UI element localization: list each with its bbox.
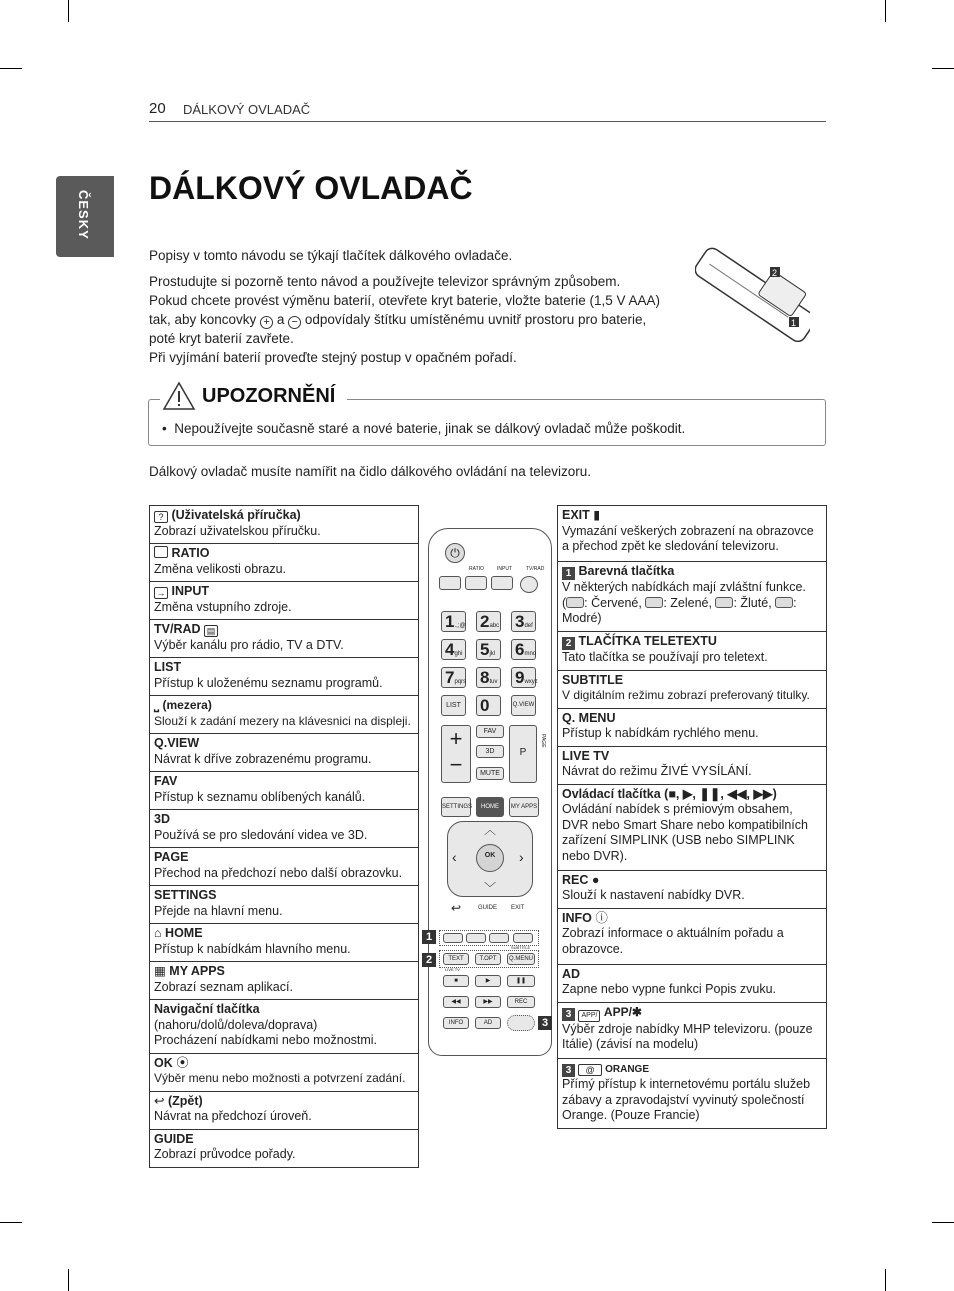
item-title: Q.VIEW xyxy=(154,736,200,750)
play-button[interactable]: ▶ xyxy=(475,975,501,987)
item-desc: Návrat do režimu ŽIVÉ VYSÍLÁNÍ. xyxy=(562,764,752,778)
key-letters: abc xyxy=(489,623,500,629)
fav-button[interactable]: FAV xyxy=(476,725,504,738)
item-title: HOME xyxy=(165,926,203,940)
item-title: AD xyxy=(562,966,581,981)
nav-right-icon[interactable]: › xyxy=(519,849,524,865)
key-digit: 2 xyxy=(480,612,490,631)
volume-rocker[interactable]: + − xyxy=(441,725,471,783)
caution-message: Nepoužívejte současně staré a nové baterie, jinak se dálkový ovladač může poškodit. xyxy=(174,421,686,436)
item-title: TLAČÍTKA TELETEXTU xyxy=(578,634,717,648)
nav-down-icon[interactable]: ﹀ xyxy=(484,881,497,895)
crop-mark xyxy=(885,1269,886,1291)
item-desc: Vymazání veškerých zobrazení na obrazovce a přechod zpět ke sledování televizoru. xyxy=(562,523,814,553)
item-title: Q. MENU xyxy=(562,710,616,725)
number-3-button[interactable] xyxy=(511,611,536,632)
nav-left-icon[interactable]: ‹ xyxy=(452,849,457,865)
minus-icon: − xyxy=(288,316,301,329)
key-letters: tuv xyxy=(489,679,498,685)
green-key-icon xyxy=(645,597,663,608)
key-digit: 7 xyxy=(445,668,455,687)
item-desc: Přímý přístup k internetovému portálu služeb zábavy a zpravodajství vyvinutý společností Orange. (Pouze Francie) xyxy=(562,1077,811,1122)
user-guide-icon: ? xyxy=(154,511,168,523)
tvrad-label: TV/RAD xyxy=(526,566,545,572)
list-item xyxy=(150,658,419,696)
list-item xyxy=(558,670,827,708)
key-letters: def xyxy=(524,623,533,629)
callout-2: 2 xyxy=(422,953,436,967)
item-desc: Přístup k seznamu oblíbených kanálů. xyxy=(154,789,366,804)
red-key-icon xyxy=(566,597,584,608)
input-button[interactable] xyxy=(491,576,513,590)
item-title: (Uživatelská příručka) xyxy=(171,508,301,522)
list-item xyxy=(558,908,827,964)
ad-button[interactable]: AD xyxy=(475,1017,501,1029)
rec-button[interactable]: REC xyxy=(507,996,535,1008)
key-letters: mno xyxy=(524,651,537,657)
item-desc: : Zelené, xyxy=(663,595,712,610)
language-label: ČESKY xyxy=(76,190,91,240)
list-button[interactable]: LIST xyxy=(441,695,466,716)
tv-radio-icon: ▤ xyxy=(204,625,218,637)
item-title: EXIT xyxy=(562,508,590,522)
app-button[interactable] xyxy=(507,1015,535,1031)
item-desc: Změna velikosti obrazu. xyxy=(154,561,287,576)
number-5-button[interactable] xyxy=(476,639,501,660)
item-title: LIST xyxy=(154,660,182,674)
intro-line: Prostudujte si pozorně tento návod a používejte televizor správným způsobem. xyxy=(149,274,621,289)
warning-icon xyxy=(162,381,196,411)
item-title: SETTINGS xyxy=(154,888,217,902)
rewind-button[interactable]: ◀◀ xyxy=(443,996,469,1008)
item-desc: Přístup k nabídkám rychlého menu. xyxy=(562,726,759,740)
page-number: 20 xyxy=(149,100,166,117)
item-desc: Změna vstupního zdroje. xyxy=(154,599,292,614)
running-title: DÁLKOVÝ OVLADAČ xyxy=(183,102,311,117)
list-item xyxy=(150,734,419,772)
mute-button[interactable]: MUTE xyxy=(476,767,504,780)
intro-line: Pokud chcete provést výměnu baterií, otevřete kryt baterie, vložte baterie (1,5 V AAA) xyxy=(149,293,661,308)
item-title: REC xyxy=(562,872,589,887)
item-desc: Výběr zdroje nabídky MHP televizoru. (pouze Itálie) (závisí na modelu) xyxy=(562,1021,813,1051)
subtitle-label: SUBTITLE xyxy=(511,945,531,950)
item-desc: Zapne nebo vypne funkci Popis zvuku. xyxy=(562,982,777,996)
power-button[interactable]: ⏻ xyxy=(445,543,465,563)
exit-icon: ▮ xyxy=(593,508,601,522)
list-item xyxy=(150,620,419,658)
channel-rocker[interactable]: P xyxy=(509,725,537,783)
rec-icon: ● xyxy=(591,872,600,887)
item-desc: Tato tlačítka se používají pro teletext. xyxy=(562,650,768,664)
info-button[interactable]: INFO xyxy=(443,1017,469,1029)
ok-button[interactable]: OK xyxy=(476,844,504,872)
live-tv-label: LIVE TV xyxy=(445,967,460,972)
list-item xyxy=(558,1002,827,1058)
pause-button[interactable]: ❚❚ xyxy=(507,975,535,987)
key-digit: 6 xyxy=(515,640,525,659)
page-header xyxy=(149,100,826,122)
user-guide-button[interactable] xyxy=(439,576,461,590)
list-item xyxy=(150,1053,419,1091)
number-8-button[interactable] xyxy=(476,667,501,688)
item-desc: Používá se pro sledování videa ve 3D. xyxy=(154,827,368,842)
item-title: Navigační tlačítka xyxy=(154,1002,260,1016)
number-1-button[interactable] xyxy=(441,611,466,632)
item-title: APP/✱ xyxy=(603,1004,642,1019)
intro-line xyxy=(149,310,709,329)
back-icon: ↩ xyxy=(154,1093,165,1108)
list-item xyxy=(150,506,419,544)
crop-mark xyxy=(932,1222,954,1223)
language-tab xyxy=(56,176,114,257)
item-title: Barevná tlačítka xyxy=(578,564,675,578)
blue-button[interactable] xyxy=(513,933,533,943)
3d-button[interactable]: 3D xyxy=(476,745,504,758)
stop-button[interactable]: ■ xyxy=(443,975,469,987)
input-icon: → xyxy=(154,587,168,599)
input-label: INPUT xyxy=(497,566,512,572)
item-desc: : Žluté, xyxy=(733,595,772,610)
key-digit: 8 xyxy=(480,668,490,687)
plus-icon: + xyxy=(260,316,273,329)
item-desc: Přístup k uloženému seznamu programů. xyxy=(154,675,383,690)
caution-header xyxy=(160,376,347,416)
guide-button[interactable]: GUIDE xyxy=(478,905,498,911)
list-item xyxy=(558,632,827,671)
key-digit: 5 xyxy=(480,640,490,659)
item-desc: Návrat na předchozí úroveň. xyxy=(154,1109,312,1123)
item-title: TV/RAD xyxy=(154,622,201,636)
list-item xyxy=(150,1000,419,1054)
nav-up-icon[interactable]: ︿ xyxy=(484,823,497,837)
item-desc: Modré) xyxy=(562,611,602,625)
crop-mark xyxy=(885,0,886,22)
key-digit: 4 xyxy=(445,640,455,659)
intro-text: odpovídaly štítku umístěnému uvnitř prostoru pro baterie, xyxy=(304,312,647,327)
space-icon: ⎵ xyxy=(154,698,160,712)
caution-text xyxy=(162,421,685,436)
key-letters: jkl xyxy=(489,651,496,657)
blue-key-icon xyxy=(775,597,793,608)
number-7-button[interactable] xyxy=(441,667,466,688)
yellow-button[interactable] xyxy=(489,933,509,943)
crop-mark xyxy=(68,0,69,22)
list-item xyxy=(150,886,419,924)
list-item xyxy=(150,772,419,810)
aim-text: Dálkový ovladač musíte namířit na čidlo dálkového ovládání na televizoru. xyxy=(149,464,591,479)
list-item xyxy=(558,506,827,562)
item-title: GUIDE xyxy=(154,1131,194,1146)
intro-line: Při vyjímání baterií proveďte stejný postup v opačném pořadí. xyxy=(149,350,517,365)
list-item xyxy=(150,962,419,1000)
key-letters: wxyz xyxy=(524,679,538,685)
control-symbols: (■, ▶, ❚❚, ◀◀, ▶▶) xyxy=(664,786,777,801)
number-2-button[interactable] xyxy=(476,611,501,632)
list-item xyxy=(150,848,419,886)
orange-key-icon: @ xyxy=(578,1064,601,1076)
key-letters: pqrs xyxy=(454,679,467,685)
item-title: (Zpět) xyxy=(167,1093,203,1108)
callout-number: 1 xyxy=(562,567,575,580)
number-9-button[interactable] xyxy=(511,667,536,688)
three-d-icon: 3D xyxy=(154,812,170,826)
remote-control xyxy=(428,528,552,1056)
tvrad-button[interactable] xyxy=(520,576,538,593)
crop-mark xyxy=(932,68,954,69)
back-button[interactable]: ↩ xyxy=(451,901,462,915)
callout-number: 2 xyxy=(562,637,575,650)
list-item xyxy=(150,810,419,848)
item-title: Ovládací tlačítka xyxy=(562,786,661,801)
key-digit: 9 xyxy=(515,668,525,687)
item-desc: Ovládání nabídek s prémiovým obsahem, DVR nebo Smart Share nebo kompatibilních zařízení SIMPLINK (USB nebo SIMPLINK nebo DVR). xyxy=(562,802,808,863)
intro-text: a xyxy=(276,312,285,327)
key-digit: 1 xyxy=(445,612,455,631)
item-title: INFO xyxy=(562,910,592,925)
item-desc: V některých nabídkách mají zvláštní funkce. xyxy=(562,580,806,594)
crop-mark xyxy=(0,68,22,69)
callout-1: 1 xyxy=(422,930,436,944)
info-icon: ⓘ xyxy=(595,910,608,925)
list-item xyxy=(150,1091,419,1129)
exit-button[interactable]: EXIT xyxy=(511,905,525,911)
item-title: PAGE xyxy=(154,850,189,864)
item-desc: Slouží k nastavení nabídky DVR. xyxy=(562,888,745,902)
ratio-button[interactable] xyxy=(465,576,487,590)
intro-text: tak, aby koncovky xyxy=(149,312,257,327)
page-label: PAGE xyxy=(540,734,546,748)
item-desc: : xyxy=(793,595,797,610)
ratio-icon xyxy=(154,546,168,558)
list-item xyxy=(558,708,827,746)
item-desc: Výběr menu nebo možnosti a potvrzení zadání. xyxy=(154,1071,406,1085)
list-item xyxy=(150,924,419,962)
key-letters: .,;@ xyxy=(454,623,466,629)
item-title: LIVE TV xyxy=(562,748,610,763)
item-desc: Návrat k dříve zobrazenému programu. xyxy=(154,751,372,766)
list-item xyxy=(558,746,827,784)
battery-mark: 1 xyxy=(791,318,797,328)
list-item xyxy=(558,784,827,870)
item-desc: (nahoru/dolů/doleva/doprava) xyxy=(154,1017,318,1032)
item-desc: Přístup k nabídkám hlavního menu. xyxy=(154,941,351,956)
list-item xyxy=(150,1129,419,1167)
intro-line: poté kryt baterií zavřete. xyxy=(149,331,294,346)
item-desc: Zobrazí seznam aplikací. xyxy=(154,979,293,994)
list-item xyxy=(558,1058,827,1128)
ok-icon: ⦿ xyxy=(176,1055,189,1070)
red-button[interactable] xyxy=(443,933,463,943)
caution-title: UPOZORNĚNÍ xyxy=(202,384,336,407)
text-button[interactable]: TEXT xyxy=(443,953,469,965)
callout-number: 3 xyxy=(562,1008,575,1021)
item-desc: : Červené, xyxy=(584,595,642,610)
item-title: MY APPS xyxy=(169,964,225,978)
home-button[interactable]: HOME xyxy=(476,797,504,817)
callout-3: 3 xyxy=(538,1016,552,1030)
item-desc: Procházení nabídkami nebo možnostmi. xyxy=(154,1033,378,1047)
bullet: • xyxy=(162,421,167,436)
forward-button[interactable]: ▶▶ xyxy=(475,996,501,1008)
number-0-button[interactable]: 0 xyxy=(476,695,501,716)
crop-mark xyxy=(68,1269,69,1291)
list-item xyxy=(150,696,419,734)
item-desc: Zobrazí uživatelskou příručku. xyxy=(154,523,321,538)
intro-p1: Popisy v tomto návodu se týkají tlačítek dálkového ovladače. xyxy=(149,248,513,263)
key-digit: 3 xyxy=(515,612,525,631)
green-button[interactable] xyxy=(466,933,486,943)
right-button-table xyxy=(557,505,827,1129)
item-title: (mezera) xyxy=(162,698,212,712)
item-desc: Zobrazí průvodce pořady. xyxy=(154,1147,296,1161)
home-icon: ⌂ xyxy=(154,926,162,940)
page-title: DÁLKOVÝ OVLADAČ xyxy=(149,170,473,206)
left-button-table xyxy=(149,505,419,1168)
number-4-button[interactable] xyxy=(441,639,466,660)
list-item xyxy=(150,544,419,582)
item-title: SUBTITLE xyxy=(562,672,624,687)
intro-p2 xyxy=(149,272,709,367)
key-letters: ghi xyxy=(454,651,463,657)
item-desc: Přejde na hlavní menu. xyxy=(154,903,283,918)
yellow-key-icon xyxy=(715,597,733,608)
item-title: OK xyxy=(154,1055,173,1070)
number-6-button[interactable] xyxy=(511,639,536,660)
item-title: ORANGE xyxy=(605,1063,650,1075)
crop-mark xyxy=(0,1222,22,1223)
my-apps-button[interactable]: MY APPS xyxy=(509,797,539,817)
list-item: 1 Barevná tlačítka V některých nabídkách mají zvláštní funkce. ( : Červené, : Zelené, : Žluté, : Modré) xyxy=(558,562,827,632)
item-title: INPUT xyxy=(171,584,209,598)
callout-number: 3 xyxy=(562,1064,575,1077)
battery-illustration xyxy=(695,247,810,342)
app-key-icon: APP/ xyxy=(578,1010,600,1022)
qview-button[interactable]: Q.VIEW xyxy=(511,695,536,716)
list-item xyxy=(150,582,419,620)
qmenu-button[interactable]: Q.MENU xyxy=(507,953,535,965)
ratio-label: RATIO xyxy=(469,566,484,572)
item-title: RATIO xyxy=(171,546,210,560)
apps-grid-icon: ▦ xyxy=(154,964,166,978)
item-desc: Přechod na předchozí nebo další obrazovku. xyxy=(154,865,403,880)
item-desc: Výběr kanálu pro rádio, TV a DTV. xyxy=(154,637,344,652)
item-title: FAV xyxy=(154,774,178,788)
topt-button[interactable]: T.OPT xyxy=(475,953,501,965)
battery-mark: 2 xyxy=(772,268,778,278)
settings-button[interactable]: SETTINGS xyxy=(441,797,471,817)
list-item xyxy=(558,870,827,908)
list-item xyxy=(558,964,827,1002)
item-desc: Slouží k zadání mezery na klávesnici na displeji. xyxy=(154,713,411,728)
item-desc: V digitálním režimu zobrazí preferovaný titulky. xyxy=(562,688,810,702)
item-desc: Zobrazí informace o aktuálním pořadu a obrazovce. xyxy=(562,926,784,956)
